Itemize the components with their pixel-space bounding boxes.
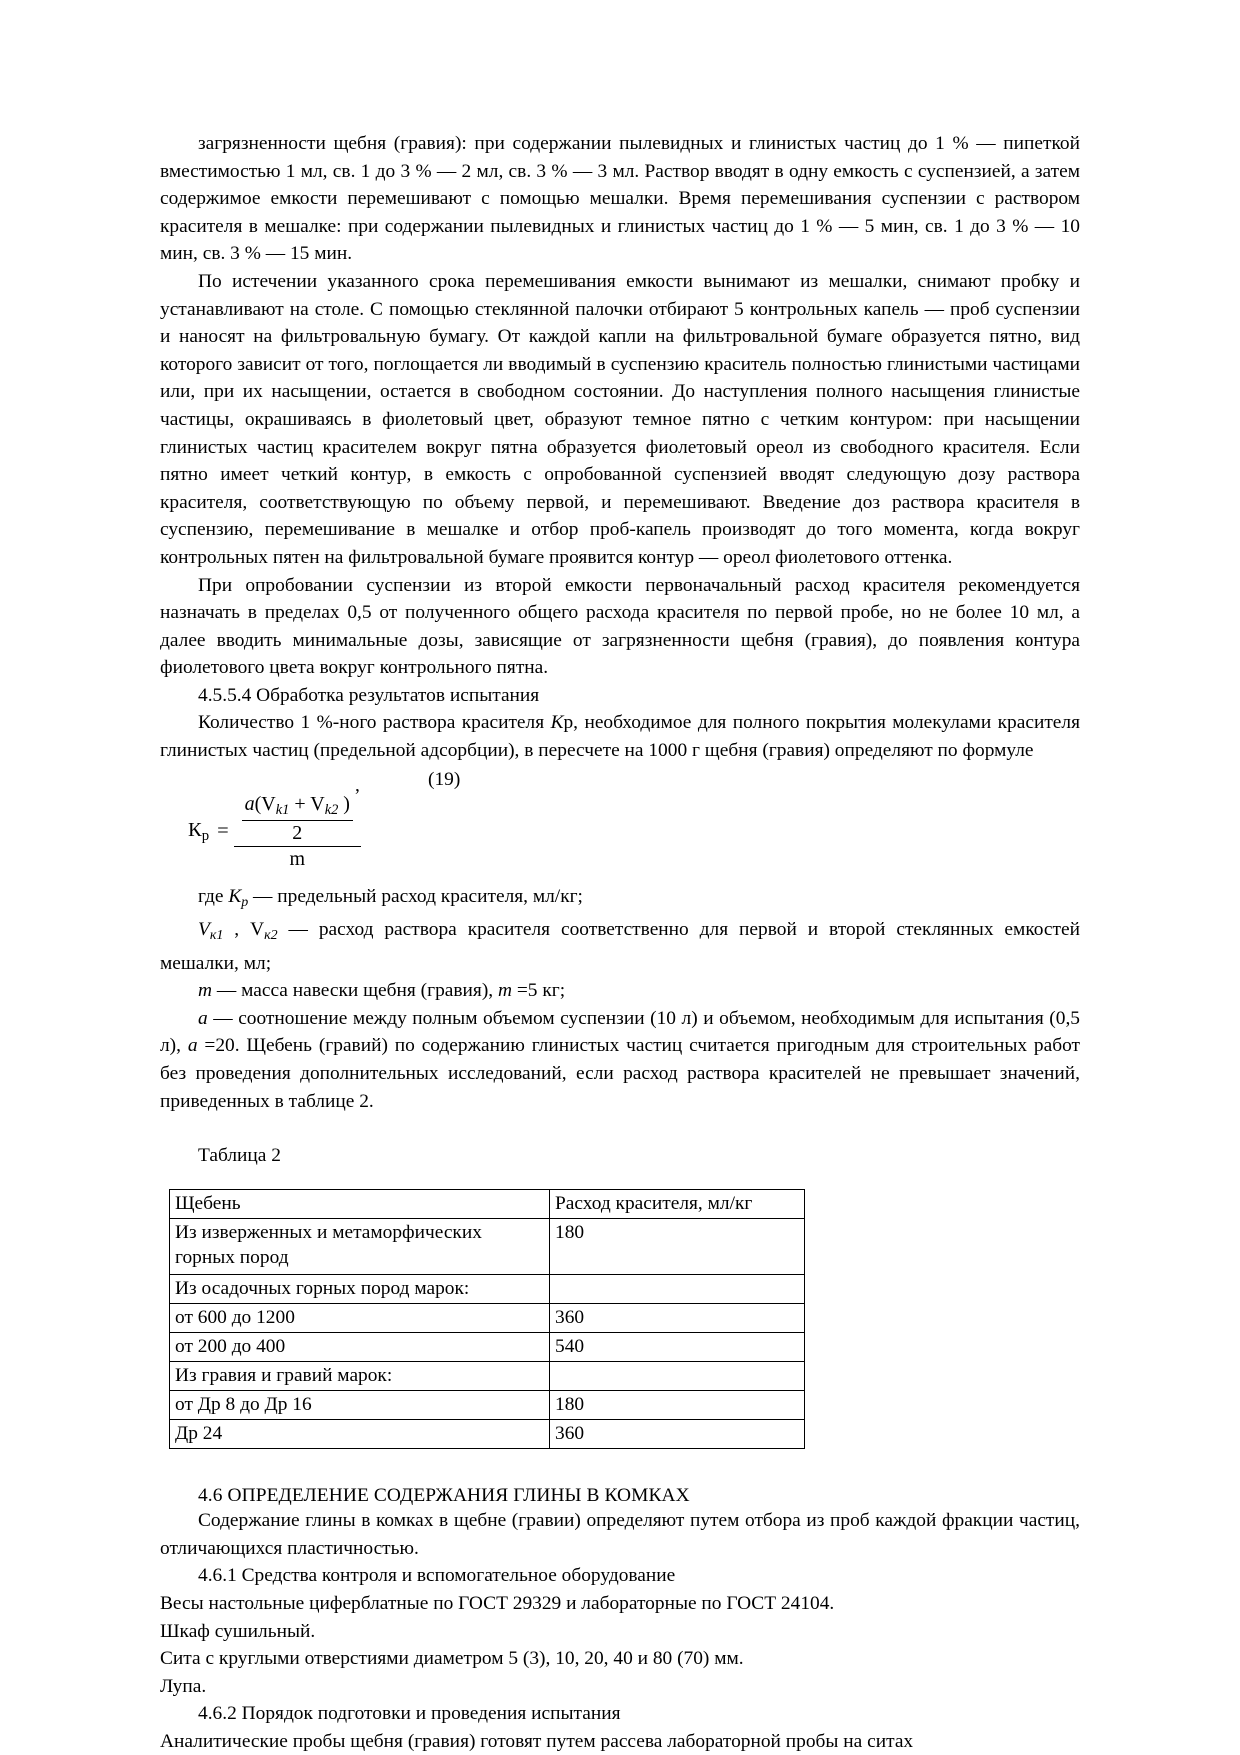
table-row [170,1391,805,1420]
definition-a [160,1005,1080,1115]
table-row [170,1420,805,1449]
def-kp-symbol: К [228,885,242,907]
table-cell-label: от 600 до 1200 [170,1304,550,1333]
table-cell-value: 180 [550,1219,805,1275]
def-kp-sub: р [241,894,249,910]
table-dye-consumption [169,1189,805,1449]
table-row [170,1333,805,1362]
table-cell-value: 180 [550,1391,805,1420]
definition-kp [160,883,1080,917]
formula-plus-v: + V [289,792,325,815]
paragraph-mixing-procedure: По истечении указанного срока перемешивания емкости вынимают из мешалки, снимают пробку и устанавливают на столе. С помощью стеклянной палочки отбирают 5 контрольных капель — проб суспензии и наносят на фильтровальную бумагу. От каждой капли на фильтровальной бумаге образуется пятно, вид которого зависит от того, поглощается ли вводимый в суспензию краситель полностью глинистыми частицами или, при их насыщении, остается в свободном состоянии. До наступления полного насыщения глинистые частицы, окрашиваясь в фиолетовый цвет, образуют темное пятно с четким контуром: при насыщении глинистых частиц красителем вокруг пятна образуется фиолетовый ореол из свободного красителя. Если пятно имеет четкий контур, в емкость с опробованной суспензией вводят следующую дозу раствора красителя, соответствующую по объему первой, и перемешивают. Введение доз раствора красителя в суспензию, перемешивание в мешалке и отбор проб-капель производят до того момента, когда вокруг контрольных пятен на фильтровальной бумаге проявится контур — ореол фиолетового оттенка. [160,270,1080,568]
def-m-symbol: m [198,980,213,1002]
formula-lhs-sub: р [201,827,210,844]
table-header-cell-consumption: Расход красителя, мл/кг [550,1190,805,1219]
table-cell-label: от 200 до 400 [170,1333,550,1362]
paragraph-contamination: загрязненности щебня (гравия): при содержании пылевидных и глинистых частиц до 1 % — пипеткой вместимостью 1 мл, св. 1 до 3 % — 2 мл, св. 3 % — 3 мл. Раствор вводят в одну емкость с суспензией, а затем содержимое емкости перемешивают с помощью мешалки. Время перемешивания суспензии с раствором красителя в мешалке: при содержании пылевидных и глинистых частиц до 1 % — 5 мин, св. 1 до 3 % — 10 мин, св. 3 % — 15 мин. [160,133,1080,265]
formula-block-19 [160,769,1080,881]
def-m-symbol2: m [497,980,512,1002]
table-cell-value: 540 [550,1333,805,1362]
def-a-symbol2: a [187,1035,198,1057]
table-cell-value [550,1275,805,1304]
def-vk-text: , V [223,919,265,941]
table-cell-label: Др 24 [170,1420,550,1449]
table-row [170,1304,805,1333]
formula-inner-denominator: 2 [292,821,303,844]
table-row [170,1219,805,1275]
def-vk1-sub: к1 [209,928,224,944]
formula-fraction [234,793,361,871]
table-header-row [170,1190,805,1219]
equipment-sieves: Сита с круглыми отверстиями диаметром 5 (3), 10, 20, 40 и 80 (70) мм. [160,1648,744,1670]
kp-text-a: Количество 1 %-ного раствора красителя [198,712,551,734]
formula-denominator: m [289,847,306,870]
table-cell-value: 360 [550,1420,805,1449]
def-a-text2: =20. Щебень (гравий) по содержанию глинистых частиц считается пригодным для строительных работ без проведения дополнительных исследований, если расход раствора красителей не превышает значений, приведенных в таблице 2. [160,1035,1080,1112]
def-vk-symbol: V [198,919,210,941]
formula-lhs [188,819,215,845]
formula-number: (19) [428,768,461,790]
table-cell-value [550,1362,805,1391]
def-m-text: — масса навески щебня (гравия), [212,980,498,1002]
heading-4-6: 4.6 ОПРЕДЕЛЕНИЕ СОДЕРЖАНИЯ ГЛИНЫ В КОМКАХ [198,1485,690,1507]
paragraph-clay-lumps: Содержание глины в комках в щебне (гравии) определяют путем отбора из проб каждой фракции частиц, отличающихся пластичностью. [160,1510,1080,1559]
heading-4-6-1: 4.6.1 Средства контроля и вспомогательное оборудование [198,1565,676,1587]
table-cell-value: 360 [550,1304,805,1333]
equipment-scales: Весы настольные циферблатные по ГОСТ 29329 и лабораторные по ГОСТ 24104. [160,1593,835,1614]
definition-vk [160,916,1080,977]
def-m-text2: =5 кг; [512,980,566,1002]
table-caption: Таблица 2 [198,1145,281,1167]
paragraph-second-vessel: При опробовании суспензии из второй емкости первоначальный расход красителя рекомендуется назначать в пределах 0,5 от полученного общего расхода красителя по первой пробе, но не более 10 мл, а далее вводить минимальные дозы, зависящие от загрязненности щебня (гравия), до появления контура фиолетового цвета вокруг контрольного пятна. [160,574,1080,679]
formula-inner-numerator [242,793,353,820]
kp-symbol-sub: р [563,712,574,734]
formula-close-paren: ) [338,792,350,815]
formula-coef-a: a [244,792,255,815]
table-cell-label: Из осадочных горных пород марок: [170,1275,550,1304]
formula-equals: = [217,820,229,843]
paragraph-kp-definition [160,709,1080,764]
table-header-cell-material: Щебень [170,1190,550,1219]
table-cell-label: от Др 8 до Др 16 [170,1391,550,1420]
def-vk2-sub: к2 [264,928,278,944]
def-a-text: — соотношение между полным объемом суспензии (10 л) и объемом, необходимым для испытания (0,5 л), [160,1007,1080,1057]
table-cell-label: Из изверженных и метаморфических горных пород [170,1219,550,1275]
table-row [170,1275,805,1304]
formula-inner-fraction [242,793,353,845]
formula-numerator [234,793,361,846]
kp-text-b: , необходимое для полного покрытия молекулами красителя глинистых частиц (предельной адсорбции), в пересчете на 1000 г щебня (гравия) определяют по формуле [160,712,1081,762]
paragraph-analytical-samples: Аналитические пробы щебня (гравия) готовят путем рассева лабораторной пробы на ситах [160,1730,914,1752]
page-content [160,130,1080,1755]
def-a-symbol: a [198,1007,208,1029]
formula-v1-sub: k1 [275,801,290,818]
equipment-magnifier: Лупа. [160,1675,207,1697]
formula-v-open: (V [254,792,276,815]
definition-m [160,977,1080,1005]
table-cell-label: Из гравия и гравий марок: [170,1362,550,1391]
kp-symbol: К [550,712,564,734]
formula-comma: , [355,774,360,796]
equipment-drying-cabinet: Шкаф сушильный. [160,1620,316,1642]
def-kp-text: — предельный расход красителя, мл/кг; [248,885,583,907]
formula-lhs-k: К [188,818,202,841]
formula-v2-sub: k2 [324,801,339,818]
def-kp-prefix: где [198,885,229,907]
def-vk-text2: — расход раствора красителя соответственно для первой и второй стеклянных емкостей мешалки, мл; [160,919,1080,974]
heading-4-6-2: 4.6.2 Порядок подготовки и проведения испытания [198,1703,621,1725]
formula-expression [188,793,361,871]
table-row [170,1362,805,1391]
heading-4-5-5-4: 4.5.5.4 Обработка результатов испытания [198,684,540,706]
